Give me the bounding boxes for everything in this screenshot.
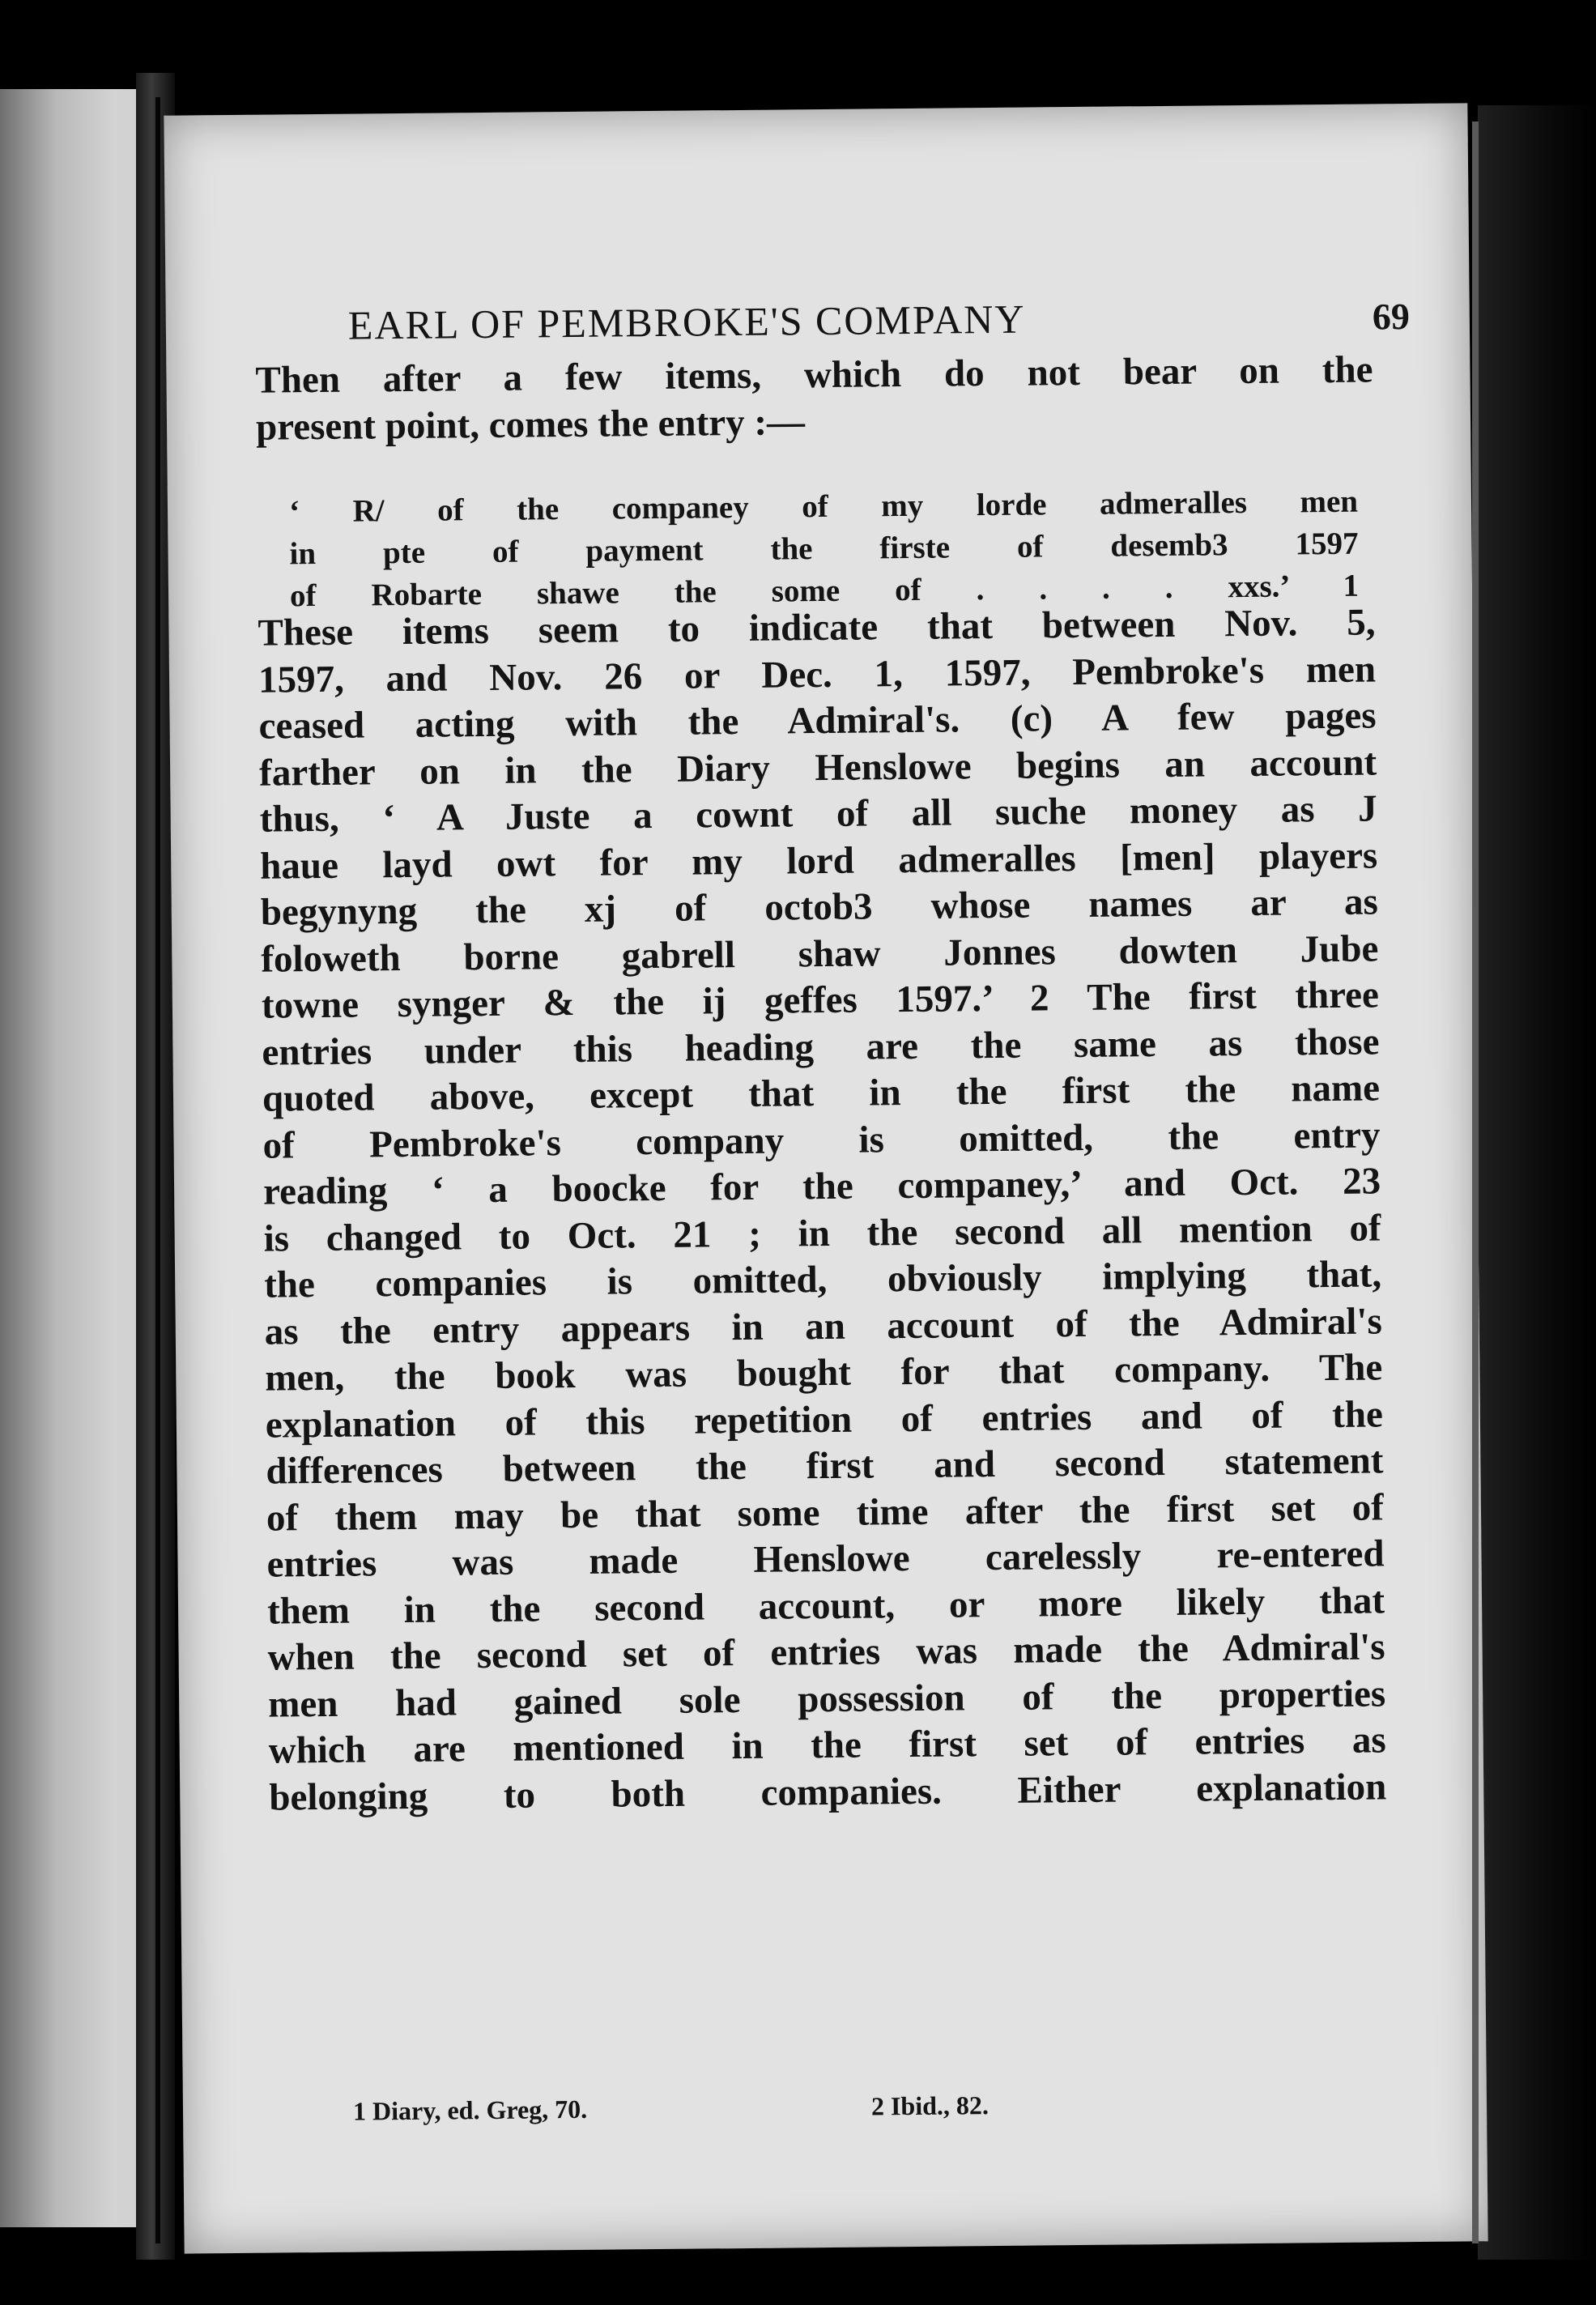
text-line: differences between the first and second statement <box>266 1439 1384 1493</box>
text-line: which are mentioned in the first set of entries as <box>268 1719 1386 1772</box>
text-line: of Pembroke's company is omitted, the entry <box>262 1113 1381 1167</box>
quote-line: in pte of payment the firste of desemb3 1597 <box>289 526 1359 572</box>
footnote-1: 1 Diary, ed. Greg, 70. <box>352 2094 588 2126</box>
quote-line: of Robarte shawe the some of . . . . xxs.’ 1 <box>289 568 1360 614</box>
text-line: them in the second account, or more likely that <box>266 1579 1385 1633</box>
page-number: 69 <box>1372 296 1411 338</box>
text-line: begynyng the xj of octob3 whose names ar as <box>260 880 1379 934</box>
text-line: of them may be that some time after the first set of <box>266 1485 1385 1540</box>
text-line: is changed to Oct. 21 ; in the second all mention of <box>263 1206 1381 1260</box>
text-line: entries was made Henslowe carelessly re-entered <box>266 1532 1385 1586</box>
quote-line: ‘ R/ of the companey of my lorde admeralles men <box>288 484 1359 530</box>
main-paragraph <box>257 599 1386 1821</box>
text-line: foloweth borne gabrell shaw Jonnes dowten Jube <box>261 927 1379 981</box>
text-line: These items seem to indicate that between Nov. 5, <box>257 601 1376 654</box>
footnote-2: 2 Ibid., 82. <box>870 2090 990 2121</box>
text-line: belonging to both companies. Either explanation <box>269 1765 1387 1819</box>
text-line: 1597, and Nov. 26 or Dec. 1, 1597, Pembroke's men <box>257 647 1377 701</box>
text-line: Then after a few items, which do not bear on the <box>255 348 1373 402</box>
text-line: farther on in the Diary Henslowe begins an account <box>258 740 1377 795</box>
text-line: quoted above, except that in the first the name <box>262 1067 1381 1120</box>
text-line: thus, ‘ A Juste a cownt of all suche money as J <box>259 787 1377 841</box>
text-line: explanation of this repetition of entries and of the <box>265 1392 1384 1446</box>
text-line: as the entry appears in an account of the Admiral's <box>264 1299 1382 1353</box>
text-line: men had gained sole possession of the properties <box>267 1672 1386 1726</box>
block-quote <box>289 481 1359 618</box>
text-line: ceased acting with the Admiral's. (c) A few pages <box>258 694 1377 748</box>
text-line: when the second set of entries was made the Admiral's <box>267 1625 1385 1679</box>
text-line: present point, comes the entry :— <box>255 400 806 449</box>
page-content <box>164 103 1487 2253</box>
text-line: reading ‘ a boocke for the companey,’ and Oct. 23 <box>262 1160 1381 1213</box>
right-background <box>1478 105 1596 2260</box>
text-line: men, the book was bought for that company. The <box>265 1346 1383 1400</box>
text-line: towne synger & the ij geffes 1597.’ 2 The first three <box>261 974 1380 1027</box>
page-edge <box>1472 121 1479 2243</box>
footnotes <box>321 2088 1211 2126</box>
intro-paragraph <box>255 347 1373 450</box>
text-line: entries under this heading are the same as those <box>262 1020 1380 1074</box>
running-head: EARL OF PEMBROKE'S COMPANY <box>347 296 1026 348</box>
text-line: the companies is omitted, obviously implying that, <box>263 1253 1382 1306</box>
text-line: haue layd owt for my lord admeralles [men] players <box>260 833 1378 888</box>
book-page <box>164 103 1487 2253</box>
gutter-shadow-line <box>155 97 160 2243</box>
